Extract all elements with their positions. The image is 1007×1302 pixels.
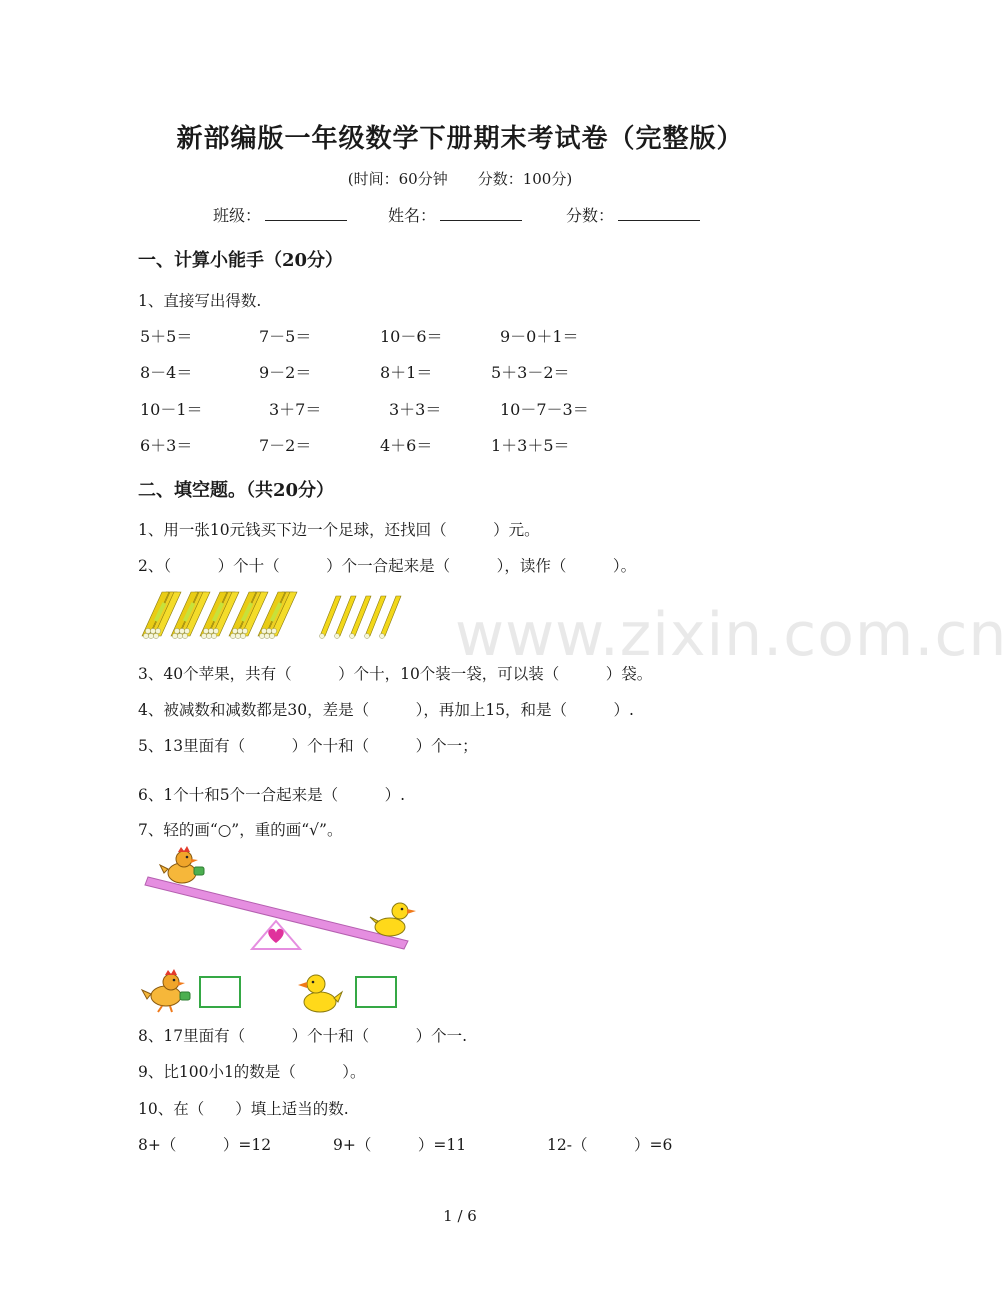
- question-2-1: 1、用一张10元钱买下边一个足球，还找回（ ）元。: [138, 521, 540, 539]
- question-2-3: 3、40个苹果，共有（ ）个十，10个装一袋，可以装（ ）袋。: [138, 665, 653, 683]
- calc-item: 9－0＋1＝: [500, 327, 579, 346]
- fill-in-item: 12-（ ）=6: [547, 1136, 673, 1154]
- class-field: [213, 203, 347, 226]
- name-blank[interactable]: [440, 206, 522, 221]
- section2-heading: 二、填空题。（共20分）: [138, 480, 335, 501]
- calc-item: 9－2＝: [259, 363, 312, 382]
- calc-item: 8＋1＝: [380, 363, 433, 382]
- calc-item: 6＋3＝: [140, 436, 193, 455]
- question-1-1: 1、直接写出得数.: [138, 292, 262, 310]
- question-2-4: 4、被减数和减数都是30，差是（ ），再加上15，和是（ ）.: [138, 701, 634, 719]
- calc-item: 1＋3＋5＝: [491, 436, 570, 455]
- calc-item: 10－7－3＝: [500, 400, 589, 419]
- class-label: 班级：: [213, 206, 262, 225]
- question-2-5: 5、13里面有（ ）个十和（ ）个一；: [138, 737, 478, 755]
- calc-item: 4＋6＝: [380, 436, 433, 455]
- question-2-8: 8、17里面有（ ）个十和（ ）个一.: [138, 1027, 468, 1045]
- fill-in-item: 8+（ ）=12: [138, 1136, 272, 1154]
- seesaw-illustration: [140, 845, 430, 955]
- calc-item: 3＋3＝: [389, 400, 442, 419]
- chicken-icon: [160, 846, 204, 883]
- single-sticks: [320, 596, 402, 639]
- watermark: www.zixin.com.cn: [455, 600, 1007, 670]
- question-2-9: 9、比100小1的数是（ ）。: [138, 1063, 366, 1081]
- calc-item: 8－4＝: [140, 363, 193, 382]
- chicken-answer-box[interactable]: [199, 976, 241, 1008]
- page-number: 1 / 6: [443, 1207, 477, 1225]
- fill-in-item: 9+（ ）=11: [333, 1136, 467, 1154]
- question-2-7: 7、轻的画“○”，重的画“√”。: [138, 821, 343, 839]
- calc-item: 5＋3－2＝: [491, 363, 570, 382]
- class-blank[interactable]: [265, 206, 347, 221]
- question-2-2: 2、（ ）个十（ ）个一合起来是（ ），读作（ ）。: [138, 557, 637, 575]
- chicken-icon: [138, 968, 200, 1014]
- score-blank[interactable]: [618, 206, 700, 221]
- question-2-10: 10、在（ ）填上适当的数.: [138, 1100, 349, 1118]
- name-label: 姓名：: [388, 206, 437, 225]
- calc-item: 10－1＝: [140, 400, 203, 419]
- section1-heading: 一、计算小能手（20分）: [138, 250, 344, 271]
- name-field: [388, 203, 522, 226]
- score-field: [566, 203, 700, 226]
- calc-item: 7－5＝: [259, 327, 312, 346]
- calc-item: 5＋5＝: [140, 327, 193, 346]
- question-2-6: 6、1个十和5个一合起来是（ ）.: [138, 786, 406, 804]
- exam-subtitle: (时间：60分钟 分数：100分): [347, 170, 573, 188]
- duck-answer-box[interactable]: [355, 976, 397, 1008]
- score-label: 分数：: [566, 206, 615, 225]
- stick-bundles-illustration: [140, 586, 420, 644]
- calc-item: 7－2＝: [259, 436, 312, 455]
- calc-item: 10－6＝: [380, 327, 443, 346]
- duck-icon: [296, 970, 344, 1016]
- page-title: 新部编版一年级数学下册期末考试卷（完整版）: [176, 124, 744, 154]
- duck-icon: [370, 903, 416, 936]
- calc-item: 3＋7＝: [269, 400, 322, 419]
